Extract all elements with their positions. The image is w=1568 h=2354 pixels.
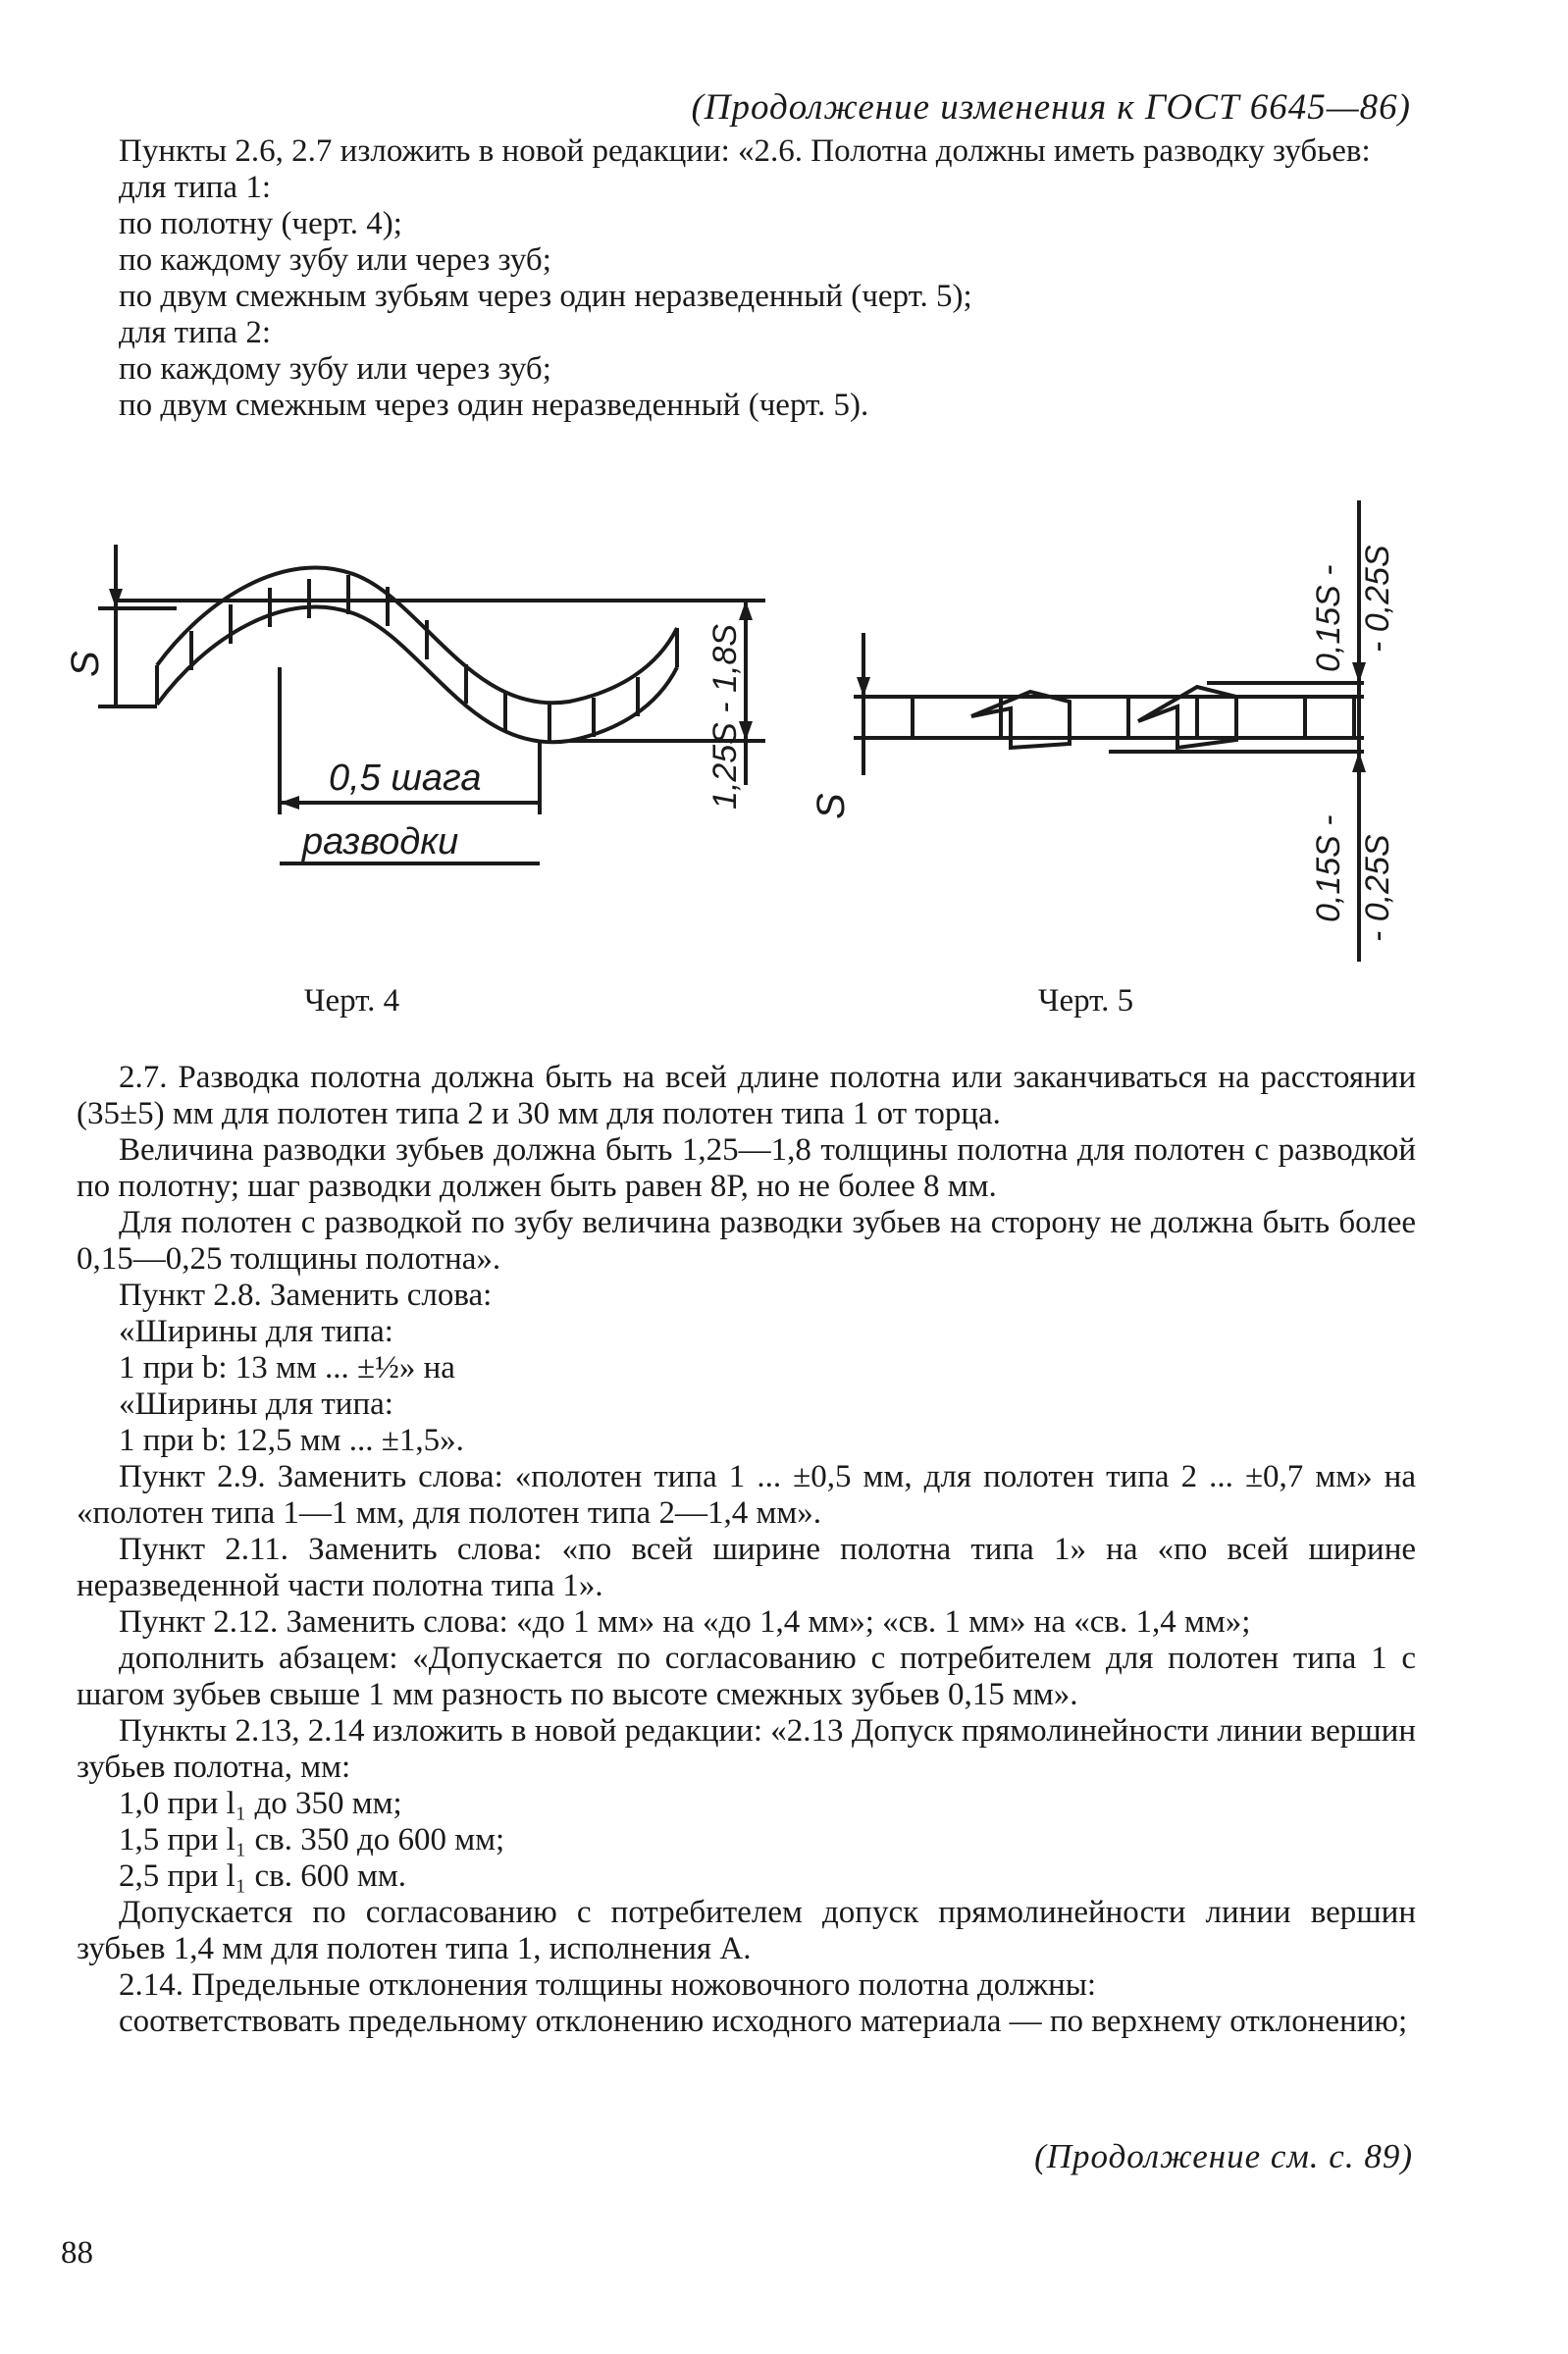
fig5-bot-label-1: 0,15S -: [1310, 814, 1347, 922]
body-paragraph: Для полотен с разводкой по зубу величина разводки зубьев на сторону не должна быть более 0,15—0,25 толщины полотна».: [77, 1205, 1416, 1277]
figure-4-caption: Черт. 4: [304, 983, 400, 1019]
intro-line: по каждому зубу или через зуб;: [119, 351, 551, 387]
intro-line: для типа 2:: [119, 315, 271, 350]
body-line: 1 при b: 12,5 мм ... ±1,5».: [119, 1423, 464, 1458]
fig5-bot-label-2: - 0,25S: [1359, 834, 1396, 942]
page-number: 88: [61, 2235, 93, 2271]
fig5-top-label-1: 0,15S -: [1310, 564, 1347, 672]
body-line: 1,5 при l₁ св. 350 до 600 мм;: [119, 1822, 505, 1857]
fig4-range-label: 1,25S - 1,8S: [706, 623, 744, 810]
fig4-step-label-1: 0,5 шага: [329, 758, 482, 799]
body-paragraph: Пункт 2.11. Заменить слова: «по всей ширине полотна типа 1» на «по всей ширине неразведенной части полотна типа 1».: [77, 1532, 1416, 1603]
page-header: (Продолжение изменения к ГОСТ 6645—86): [691, 87, 1411, 128]
body-paragraph: 2.14. Предельные отклонения толщины ножовочного полотна должны:: [119, 1967, 1097, 2003]
body-line: Пункт 2.8. Заменить слова:: [119, 1278, 493, 1313]
figure-4-drawing: [59, 530, 785, 922]
fig4-step-label-2: разводки: [302, 821, 459, 863]
body-line: 2,5 при l₁ св. 600 мм.: [119, 1858, 406, 1894]
body-paragraph: Пункт 2.12. Заменить слова: «до 1 мм» на «до 1,4 мм»; «св. 1 мм» на «св. 1,4 мм»;: [119, 1604, 1251, 1640]
intro-line: для типа 1:: [119, 170, 271, 205]
intro-line: по двум смежным зубьям через один неразведенный (черт. 5);: [119, 279, 972, 314]
figure-5-drawing: [810, 491, 1442, 981]
fig4-s-label: S: [64, 651, 107, 677]
intro-line: по полотну (черт. 4);: [119, 206, 402, 241]
body-paragraph: дополнить абзацем: «Допускается по согласованию с потребителем для полотен типа 1 с шагом зубьев свыше 1 мм разность по высоте смежных зубьев 0,15 мм».: [77, 1641, 1416, 1712]
page-footer: (Продолжение см. с. 89): [1034, 2137, 1413, 2175]
body-paragraph: Пункт 2.9. Заменить слова: «полотен типа 1 ... ±0,5 мм, для полотен типа 2 ... ±0,7 мм» на «полотен типа 1—1 мм, для полотен типа 2—1,4 мм».: [77, 1459, 1416, 1531]
body-line: 1,0 при l₁ до 350 мм;: [119, 1786, 402, 1821]
body-line: «Ширины для типа:: [119, 1314, 393, 1349]
intro-line: по каждому зубу или через зуб;: [119, 242, 551, 278]
body-block: [77, 1060, 1416, 2040]
body-paragraph: Пункты 2.13, 2.14 изложить в новой редакции: «2.13 Допуск прямолинейности линии вершин зубьев полотна, мм:: [77, 1713, 1416, 1785]
body-paragraph: 2.7. Разводка полотна должна быть на всей длине полотна или заканчиваться на расстоянии (35±5) мм для полотен типа 2 и 30 мм для полотен типа 1 от торца.: [77, 1060, 1416, 1131]
figure-5-caption: Черт. 5: [1038, 983, 1134, 1019]
fig5-top-label-2: - 0,25S: [1359, 545, 1396, 653]
intro-line: по двум смежным через один неразведенный (черт. 5).: [119, 388, 869, 423]
body-line: «Ширины для типа:: [119, 1386, 393, 1422]
intro-paragraph: Пункты 2.6, 2.7 изложить в новой редакции: «2.6. Полотна должны иметь разводку зубьев:: [119, 133, 1371, 169]
body-paragraph: Величина разводки зубьев должна быть 1,25—1,8 толщины полотна для полотен с разводкой по полотну; шаг разводки должен быть равен 8Р, но не более 8 мм.: [77, 1132, 1416, 1204]
fig5-s-label: S: [810, 793, 853, 819]
body-line: 1 при b: 13 мм ... ±½» на: [119, 1350, 455, 1386]
body-paragraph: Допускается по согласованию с потребителем допуск прямолинейности линии вершин зубьев 1,4 мм для полотен типа 1, исполнения А.: [77, 1895, 1416, 1966]
intro-block: [77, 133, 1416, 424]
body-paragraph: соответствовать предельному отклонению исходного материала — по верхнему отклонению;: [119, 2004, 1408, 2039]
